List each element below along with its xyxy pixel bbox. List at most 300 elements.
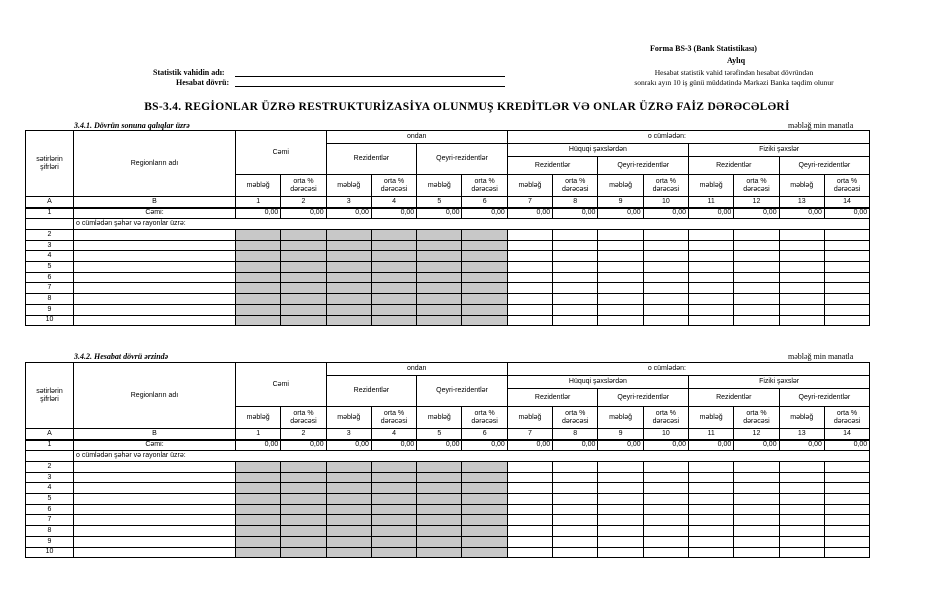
total-value-cell[interactable]: 0,00 [779, 208, 824, 219]
value-cell [281, 536, 326, 547]
avg-rate-line1: orta % [836, 177, 858, 185]
table-row [26, 315, 870, 326]
value-cell[interactable] [779, 536, 824, 547]
value-cell[interactable] [689, 504, 734, 515]
value-cell[interactable] [507, 304, 552, 315]
value-cell [417, 283, 462, 294]
table-row [26, 494, 870, 505]
value-cell [281, 472, 326, 483]
value-cell [281, 240, 326, 251]
total-value-cell[interactable]: 0,00 [824, 208, 869, 219]
value-cell[interactable] [779, 526, 824, 537]
value-cell [281, 251, 326, 262]
value-cell[interactable] [507, 494, 552, 505]
col-number: 14 [824, 197, 869, 208]
total-row-label: Cəmi: [74, 440, 236, 451]
value-cell[interactable] [779, 547, 824, 558]
value-cell[interactable] [734, 504, 779, 515]
total-value-cell[interactable]: 0,00 [281, 208, 326, 219]
value-cell[interactable] [824, 536, 869, 547]
total-value-cell[interactable]: 0,00 [643, 208, 688, 219]
value-cell [236, 483, 281, 494]
value-cell [371, 536, 416, 547]
value-cell [417, 240, 462, 251]
value-cell [236, 315, 281, 326]
total-value-cell[interactable]: 0,00 [236, 440, 281, 451]
value-cell[interactable] [598, 230, 643, 241]
header-avg-rate [643, 175, 688, 197]
value-cell[interactable] [643, 526, 688, 537]
col-number: 11 [689, 197, 734, 208]
value-cell[interactable] [779, 304, 824, 315]
region-name-cell[interactable] [74, 283, 236, 294]
table-row [26, 219, 870, 230]
value-cell[interactable] [689, 462, 734, 473]
value-cell[interactable] [553, 536, 598, 547]
value-cell [462, 547, 507, 558]
value-cell[interactable] [598, 262, 643, 273]
region-name-cell[interactable] [74, 315, 236, 326]
avg-rate-line2: dərəcəsi [743, 417, 770, 425]
value-cell[interactable] [689, 536, 734, 547]
value-cell[interactable] [598, 483, 643, 494]
avg-rate-line1: orta % [746, 409, 767, 417]
avg-rate-line2: dərəcəsi [380, 417, 408, 425]
value-cell[interactable] [824, 462, 869, 473]
value-cell[interactable] [598, 526, 643, 537]
value-cell[interactable] [734, 526, 779, 537]
value-cell[interactable] [824, 472, 869, 483]
value-cell [462, 315, 507, 326]
value-cell[interactable] [824, 262, 869, 273]
value-cell[interactable] [779, 472, 824, 483]
value-cell [236, 283, 281, 294]
value-cell[interactable] [689, 515, 734, 526]
value-cell[interactable] [553, 262, 598, 273]
value-cell[interactable] [734, 483, 779, 494]
value-cell[interactable] [643, 315, 688, 326]
value-cell[interactable] [507, 240, 552, 251]
region-name-cell[interactable] [74, 262, 236, 273]
value-cell[interactable] [507, 483, 552, 494]
total-value-cell[interactable]: 0,00 [417, 440, 462, 451]
value-cell[interactable] [553, 504, 598, 515]
value-cell[interactable] [689, 472, 734, 483]
section1-title: 3.4.1. Dövrün sonuna qalıqlar üzrə [74, 121, 190, 130]
header-of-which: ondan [326, 363, 507, 376]
value-cell [371, 472, 416, 483]
total-value-cell[interactable]: 0,00 [689, 208, 734, 219]
value-cell[interactable] [598, 251, 643, 262]
value-cell[interactable] [689, 494, 734, 505]
region-name-cell[interactable] [74, 472, 236, 483]
value-cell[interactable] [507, 251, 552, 262]
total-value-cell[interactable]: 0,00 [417, 208, 462, 219]
header-nonresidents: Qeyri-rezidentlər [417, 144, 508, 175]
value-cell[interactable] [689, 294, 734, 305]
value-cell [236, 272, 281, 283]
header-amount: məbləğ [507, 175, 552, 197]
value-cell[interactable] [824, 294, 869, 305]
value-cell [326, 251, 371, 262]
total-value-cell[interactable]: 0,00 [734, 208, 779, 219]
value-cell[interactable] [553, 472, 598, 483]
value-cell[interactable] [643, 240, 688, 251]
value-cell[interactable] [643, 272, 688, 283]
value-cell[interactable] [779, 251, 824, 262]
value-cell [462, 515, 507, 526]
value-cell[interactable] [779, 283, 824, 294]
value-cell[interactable] [598, 304, 643, 315]
value-cell[interactable] [598, 515, 643, 526]
row-code: 10 [26, 547, 74, 558]
col-number: 12 [734, 197, 779, 208]
value-cell[interactable] [643, 251, 688, 262]
total-value-cell[interactable]: 0,00 [371, 208, 416, 219]
header-avg-rate [281, 175, 326, 197]
value-cell[interactable] [553, 251, 598, 262]
value-cell [371, 304, 416, 315]
value-cell[interactable] [553, 240, 598, 251]
value-cell[interactable] [598, 294, 643, 305]
value-cell[interactable] [824, 230, 869, 241]
value-cell [326, 504, 371, 515]
header-including: o cümlədən: [507, 363, 869, 376]
value-cell[interactable] [779, 272, 824, 283]
value-cell[interactable] [734, 262, 779, 273]
col-number: 8 [553, 197, 598, 208]
value-cell[interactable] [643, 483, 688, 494]
submission-note [614, 68, 854, 88]
value-cell[interactable] [734, 230, 779, 241]
header-amount: məbləğ [779, 407, 824, 429]
value-cell [236, 462, 281, 473]
value-cell[interactable] [824, 526, 869, 537]
value-cell [371, 230, 416, 241]
table-row [26, 483, 870, 494]
avg-rate-line1: orta % [655, 177, 676, 185]
value-cell[interactable] [734, 494, 779, 505]
value-cell[interactable] [553, 315, 598, 326]
header-nonresidents-physical: Qeyri-rezidentlər [779, 157, 870, 175]
avg-rate-line2: dərəcəsi [290, 417, 317, 425]
total-value-cell[interactable]: 0,00 [689, 440, 734, 451]
report-frequency: Aylıq [727, 56, 746, 65]
value-cell[interactable] [824, 283, 869, 294]
value-cell[interactable] [689, 304, 734, 315]
value-cell[interactable] [598, 462, 643, 473]
value-cell[interactable] [734, 472, 779, 483]
total-value-cell[interactable]: 0,00 [462, 440, 507, 451]
value-cell[interactable] [643, 462, 688, 473]
total-value-cell[interactable]: 0,00 [779, 440, 824, 451]
value-cell[interactable] [824, 304, 869, 315]
value-cell[interactable] [553, 494, 598, 505]
row-code: 7 [26, 515, 74, 526]
value-cell [417, 483, 462, 494]
value-cell[interactable] [734, 283, 779, 294]
header-avg-rate [553, 175, 598, 197]
value-cell[interactable] [643, 262, 688, 273]
value-cell[interactable] [598, 240, 643, 251]
section2-title: 3.4.2. Hesabat dövrü ərzində [74, 352, 169, 361]
value-cell[interactable] [507, 315, 552, 326]
including-label: o cümlədən şəhər və rayonlar üzrə: [74, 451, 870, 462]
region-name-cell[interactable] [74, 240, 236, 251]
region-name-cell[interactable] [74, 515, 236, 526]
value-cell[interactable] [598, 504, 643, 515]
including-label: o cümlədən şəhər və rayonlar üzrə: [74, 219, 870, 230]
region-name-cell[interactable] [74, 462, 236, 473]
total-value-cell[interactable]: 0,00 [326, 208, 371, 219]
total-value-cell[interactable]: 0,00 [734, 440, 779, 451]
value-cell[interactable] [643, 494, 688, 505]
header-row-codes: sətirlərin şifrləri [26, 363, 74, 429]
value-cell[interactable] [779, 494, 824, 505]
total-value-cell[interactable]: 0,00 [824, 440, 869, 451]
avg-rate-line1: orta % [383, 409, 405, 417]
value-cell[interactable] [507, 294, 552, 305]
region-name-cell[interactable] [74, 494, 236, 505]
total-value-cell[interactable]: 0,00 [371, 440, 416, 451]
col-number: 13 [779, 197, 824, 208]
value-cell[interactable] [824, 251, 869, 262]
value-cell [417, 504, 462, 515]
region-name-cell[interactable] [74, 504, 236, 515]
value-cell[interactable] [553, 526, 598, 537]
value-cell[interactable] [689, 483, 734, 494]
table-row [26, 197, 870, 208]
value-cell [326, 304, 371, 315]
value-cell[interactable] [734, 304, 779, 315]
value-cell[interactable] [553, 462, 598, 473]
page-title: BS-3.4. REGİONLAR ÜZRƏ RESTRUKTURİZASİYA OLUNMUŞ KREDİTLƏR VƏ ONLAR ÜZRƏ FAİZ DƏRƏCƏLƏRİ [144, 101, 790, 113]
header-avg-rate [734, 407, 779, 429]
header-nonresidents-physical: Qeyri-rezidentlər [779, 389, 870, 407]
value-cell[interactable] [507, 504, 552, 515]
value-cell [326, 230, 371, 241]
region-name-cell[interactable] [74, 483, 236, 494]
total-value-cell[interactable]: 0,00 [643, 440, 688, 451]
value-cell[interactable] [689, 283, 734, 294]
value-cell[interactable] [598, 283, 643, 294]
value-cell[interactable] [598, 536, 643, 547]
value-cell[interactable] [734, 294, 779, 305]
value-cell[interactable] [507, 272, 552, 283]
value-cell[interactable] [553, 230, 598, 241]
col-number: 11 [689, 429, 734, 440]
value-cell[interactable] [734, 547, 779, 558]
value-cell[interactable] [689, 240, 734, 251]
region-name-cell[interactable] [74, 304, 236, 315]
value-cell[interactable] [643, 472, 688, 483]
table-row [26, 208, 870, 219]
header-avg-rate [734, 175, 779, 197]
value-cell[interactable] [643, 304, 688, 315]
value-cell[interactable] [824, 483, 869, 494]
header-avg-rate [371, 175, 416, 197]
total-value-cell[interactable]: 0,00 [326, 440, 371, 451]
section2-table [25, 362, 870, 558]
col-number: 3 [326, 197, 371, 208]
value-cell[interactable] [824, 240, 869, 251]
row-code: 3 [26, 240, 74, 251]
value-cell [371, 547, 416, 558]
value-cell[interactable] [689, 315, 734, 326]
value-cell[interactable] [507, 526, 552, 537]
total-value-cell[interactable]: 0,00 [598, 208, 643, 219]
value-cell[interactable] [507, 262, 552, 273]
value-cell[interactable] [779, 315, 824, 326]
value-cell[interactable] [824, 504, 869, 515]
value-cell[interactable] [553, 483, 598, 494]
value-cell [371, 515, 416, 526]
col-number: 14 [824, 429, 869, 440]
value-cell[interactable] [553, 272, 598, 283]
value-cell[interactable] [689, 230, 734, 241]
header-amount: məbləğ [689, 175, 734, 197]
value-cell[interactable] [689, 272, 734, 283]
value-cell [326, 283, 371, 294]
unit-name-label: Statistik vahidin adı: [153, 68, 225, 77]
value-cell[interactable] [824, 315, 869, 326]
col-number: 8 [553, 429, 598, 440]
unit-name-field[interactable] [235, 76, 505, 77]
value-cell[interactable] [734, 462, 779, 473]
value-cell[interactable] [779, 515, 824, 526]
header-amount: məbləğ [417, 407, 462, 429]
value-cell[interactable] [779, 483, 824, 494]
region-name-cell[interactable] [74, 547, 236, 558]
total-value-cell[interactable]: 0,00 [553, 440, 598, 451]
value-cell[interactable] [779, 294, 824, 305]
value-cell [417, 251, 462, 262]
value-cell[interactable] [553, 547, 598, 558]
value-cell [281, 262, 326, 273]
value-cell[interactable] [734, 315, 779, 326]
value-cell[interactable] [643, 504, 688, 515]
value-cell[interactable] [824, 272, 869, 283]
avg-rate-line2: dərəcəsi [380, 185, 408, 193]
total-value-cell[interactable]: 0,00 [236, 208, 281, 219]
avg-rate-line2: dərəcəsi [471, 185, 498, 193]
value-cell[interactable] [643, 536, 688, 547]
value-cell [462, 483, 507, 494]
value-cell[interactable] [779, 230, 824, 241]
header-avg-rate [553, 407, 598, 429]
value-cell[interactable] [689, 547, 734, 558]
value-cell [281, 462, 326, 473]
value-cell[interactable] [598, 472, 643, 483]
value-cell[interactable] [598, 494, 643, 505]
total-value-cell[interactable]: 0,00 [553, 208, 598, 219]
value-cell[interactable] [507, 230, 552, 241]
value-cell[interactable] [734, 515, 779, 526]
col-code-b: B [74, 429, 236, 440]
value-cell[interactable] [734, 240, 779, 251]
header-amount: məbləğ [598, 407, 643, 429]
value-cell [326, 272, 371, 283]
value-cell[interactable] [824, 494, 869, 505]
value-cell[interactable] [643, 515, 688, 526]
total-value-cell[interactable]: 0,00 [507, 208, 552, 219]
header-physical: Fiziki şəxslər [689, 144, 870, 157]
value-cell [462, 283, 507, 294]
region-name-cell[interactable] [74, 536, 236, 547]
total-value-cell[interactable]: 0,00 [598, 440, 643, 451]
value-cell[interactable] [779, 240, 824, 251]
value-cell[interactable] [598, 272, 643, 283]
value-cell[interactable] [507, 547, 552, 558]
value-cell[interactable] [779, 462, 824, 473]
value-cell[interactable] [689, 262, 734, 273]
header-amount: məbləğ [236, 175, 281, 197]
value-cell[interactable] [643, 230, 688, 241]
value-cell[interactable] [643, 294, 688, 305]
value-cell[interactable] [734, 272, 779, 283]
value-cell [371, 240, 416, 251]
value-cell[interactable] [734, 536, 779, 547]
value-cell[interactable] [779, 262, 824, 273]
value-cell[interactable] [643, 547, 688, 558]
value-cell[interactable] [553, 515, 598, 526]
header-residents-physical: Rezidentlər [689, 157, 780, 175]
value-cell [236, 547, 281, 558]
region-name-cell[interactable] [74, 251, 236, 262]
header-amount: məbləğ [507, 407, 552, 429]
table-row [26, 363, 870, 376]
total-value-cell[interactable]: 0,00 [462, 208, 507, 219]
region-name-cell[interactable] [74, 230, 236, 241]
total-value-cell[interactable]: 0,00 [281, 440, 326, 451]
value-cell[interactable] [553, 283, 598, 294]
value-cell [417, 536, 462, 547]
section1-unit: məbləğ min manatla [788, 121, 854, 130]
avg-rate-line1: orta % [293, 177, 314, 185]
avg-rate-line2: dərəcəsi [652, 417, 680, 425]
value-cell[interactable] [689, 251, 734, 262]
header-avg-rate [824, 175, 869, 197]
value-cell [281, 494, 326, 505]
table-row [26, 504, 870, 515]
value-cell[interactable] [507, 536, 552, 547]
value-cell[interactable] [598, 547, 643, 558]
value-cell [326, 472, 371, 483]
value-cell[interactable] [824, 547, 869, 558]
header-amount: məbləğ [236, 407, 281, 429]
value-cell [462, 462, 507, 473]
value-cell[interactable] [507, 515, 552, 526]
value-cell[interactable] [507, 283, 552, 294]
value-cell[interactable] [824, 515, 869, 526]
value-cell[interactable] [643, 283, 688, 294]
total-value-cell[interactable]: 0,00 [507, 440, 552, 451]
value-cell[interactable] [779, 504, 824, 515]
report-period-field[interactable] [235, 86, 505, 87]
value-cell[interactable] [734, 251, 779, 262]
value-cell [236, 515, 281, 526]
value-cell[interactable] [689, 526, 734, 537]
region-name-cell[interactable] [74, 294, 236, 305]
value-cell[interactable] [553, 294, 598, 305]
region-name-cell[interactable] [74, 272, 236, 283]
value-cell[interactable] [553, 304, 598, 315]
value-cell[interactable] [598, 315, 643, 326]
region-name-cell[interactable] [74, 526, 236, 537]
total-row-label: Cəmi: [74, 208, 236, 219]
value-cell[interactable] [507, 462, 552, 473]
value-cell[interactable] [507, 472, 552, 483]
